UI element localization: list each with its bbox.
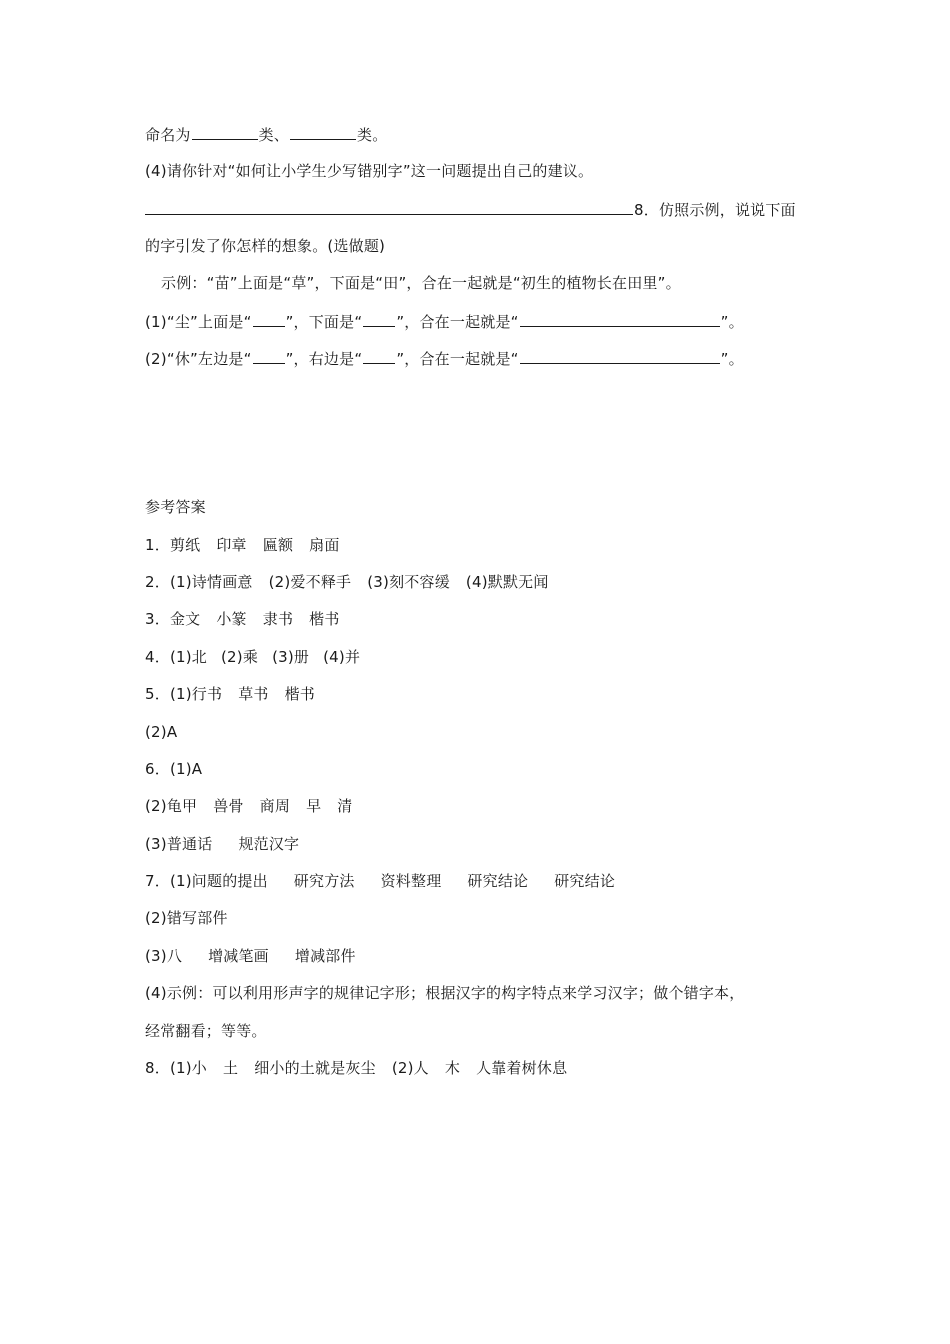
fill-blank xyxy=(253,348,285,364)
fill-blank xyxy=(145,199,633,215)
question-line-4: (4)请你针对“如何让小学生少写错别字”这一问题提出自己的建议。 xyxy=(145,162,594,180)
text-segment: ”，下面是“ xyxy=(285,313,363,331)
question-line-8-1 xyxy=(145,311,744,332)
answer-part: 研究结论 xyxy=(554,872,616,890)
answer-part: 印章 xyxy=(216,536,247,554)
answer-part: 7．(1)问题的提出 xyxy=(145,872,268,890)
text-segment: ”，合在一起就是“ xyxy=(396,350,519,368)
fill-blank xyxy=(520,311,720,327)
answer-part: 早 xyxy=(306,797,322,815)
answer-part: 楷书 xyxy=(284,685,316,703)
text-segment: 类、 xyxy=(258,126,290,144)
text-segment: 8．仿照示例，说说下面 xyxy=(634,201,796,219)
answer-part: 清 xyxy=(337,797,353,815)
answer-part: (4)默默无闻 xyxy=(465,573,549,591)
answer-part: 细小的土就是灰尘 xyxy=(254,1059,376,1077)
question-line-classify xyxy=(145,124,387,145)
answer-5-1 xyxy=(145,684,315,704)
example-line: 示例：“苗”上面是“草”，下面是“田”，合在一起就是“初生的植物长在田里”。 xyxy=(161,274,681,292)
text-segment: ”，右边是“ xyxy=(285,350,363,368)
answer-7-2: (2)错写部件 xyxy=(145,909,228,927)
answer-part: 扇面 xyxy=(309,536,340,554)
question-line-answer-blank xyxy=(145,199,796,220)
answer-part: (4)并 xyxy=(323,648,361,666)
answer-part: 土 xyxy=(223,1059,239,1077)
answer-part: 4．(1)北 xyxy=(145,648,207,666)
answer-1 xyxy=(145,535,340,555)
answer-part: 草书 xyxy=(238,685,269,703)
question-line-8-2 xyxy=(145,348,744,369)
answer-3 xyxy=(145,609,340,629)
text-segment: 类。 xyxy=(357,126,388,144)
fill-blank xyxy=(363,311,395,327)
answer-part: 隶书 xyxy=(262,610,294,628)
answer-7-1 xyxy=(145,871,615,891)
answer-part: 8．(1)小 xyxy=(145,1059,207,1077)
answer-part: (2)乘 xyxy=(221,648,259,666)
answer-part: (3)普通话 xyxy=(145,835,213,853)
answer-part: 2．(1)诗情画意 xyxy=(145,573,253,591)
answer-8 xyxy=(145,1058,567,1078)
answer-part: 兽骨 xyxy=(213,797,244,815)
text-segment: ”，合在一起就是“ xyxy=(396,313,519,331)
answer-part: 匾额 xyxy=(262,536,294,554)
answer-part: 商周 xyxy=(259,797,291,815)
answer-7-4: (4)示例：可以利用形声字的规律记字形；根据汉字的构字特点来学习汉字；做个错字本， xyxy=(145,984,745,1002)
answer-part: (3)册 xyxy=(272,648,310,666)
fill-blank xyxy=(290,124,356,140)
text-segment: (1)“尘”上面是“ xyxy=(145,313,252,331)
answer-part: (2)爱不释手 xyxy=(268,573,352,591)
text-segment: ”。 xyxy=(720,350,744,368)
answer-part: 研究结论 xyxy=(467,872,529,890)
text-segment: (2)“休”左边是“ xyxy=(145,350,252,368)
answer-part: 小篆 xyxy=(216,610,247,628)
text-segment: ”。 xyxy=(720,313,744,331)
answer-part: 资料整理 xyxy=(380,872,442,890)
answer-7-3 xyxy=(145,946,356,966)
answer-part: (2)龟甲 xyxy=(145,797,198,815)
answer-part: 1．剪纸 xyxy=(145,536,201,554)
fill-blank xyxy=(363,348,395,364)
fill-blank xyxy=(192,124,258,140)
answers-heading: 参考答案 xyxy=(145,498,206,516)
answer-6-2 xyxy=(145,796,352,816)
answer-part: 规范汉字 xyxy=(238,835,300,853)
fill-blank xyxy=(520,348,720,364)
answer-5-2: (2)A xyxy=(145,723,178,741)
answer-part: (3)刻不容缓 xyxy=(367,573,450,591)
answer-part: 3．金文 xyxy=(145,610,201,628)
answer-part: 研究方法 xyxy=(293,872,355,890)
answer-2 xyxy=(145,572,549,592)
answer-4 xyxy=(145,647,360,667)
answer-part: 人靠着树休息 xyxy=(476,1059,568,1077)
answer-part: 木 xyxy=(444,1059,461,1077)
answer-7-4-cont: 经常翻看；等等。 xyxy=(145,1022,267,1040)
answer-6-3 xyxy=(145,834,299,854)
answer-part: 楷书 xyxy=(309,610,340,628)
fill-blank xyxy=(253,311,285,327)
answer-part: 增减笔画 xyxy=(208,947,269,965)
answer-part: (3)八 xyxy=(145,947,183,965)
answer-6-1: 6．(1)A xyxy=(145,760,203,778)
answer-part: (2)人 xyxy=(391,1059,429,1077)
answer-part: 5．(1)行书 xyxy=(145,685,223,703)
document-page xyxy=(145,0,815,1344)
question-line-8-cont: 的字引发了你怎样的想象。(选做题) xyxy=(145,237,386,255)
answer-part: 增减部件 xyxy=(294,947,356,965)
text-segment: 命名为 xyxy=(145,126,191,144)
